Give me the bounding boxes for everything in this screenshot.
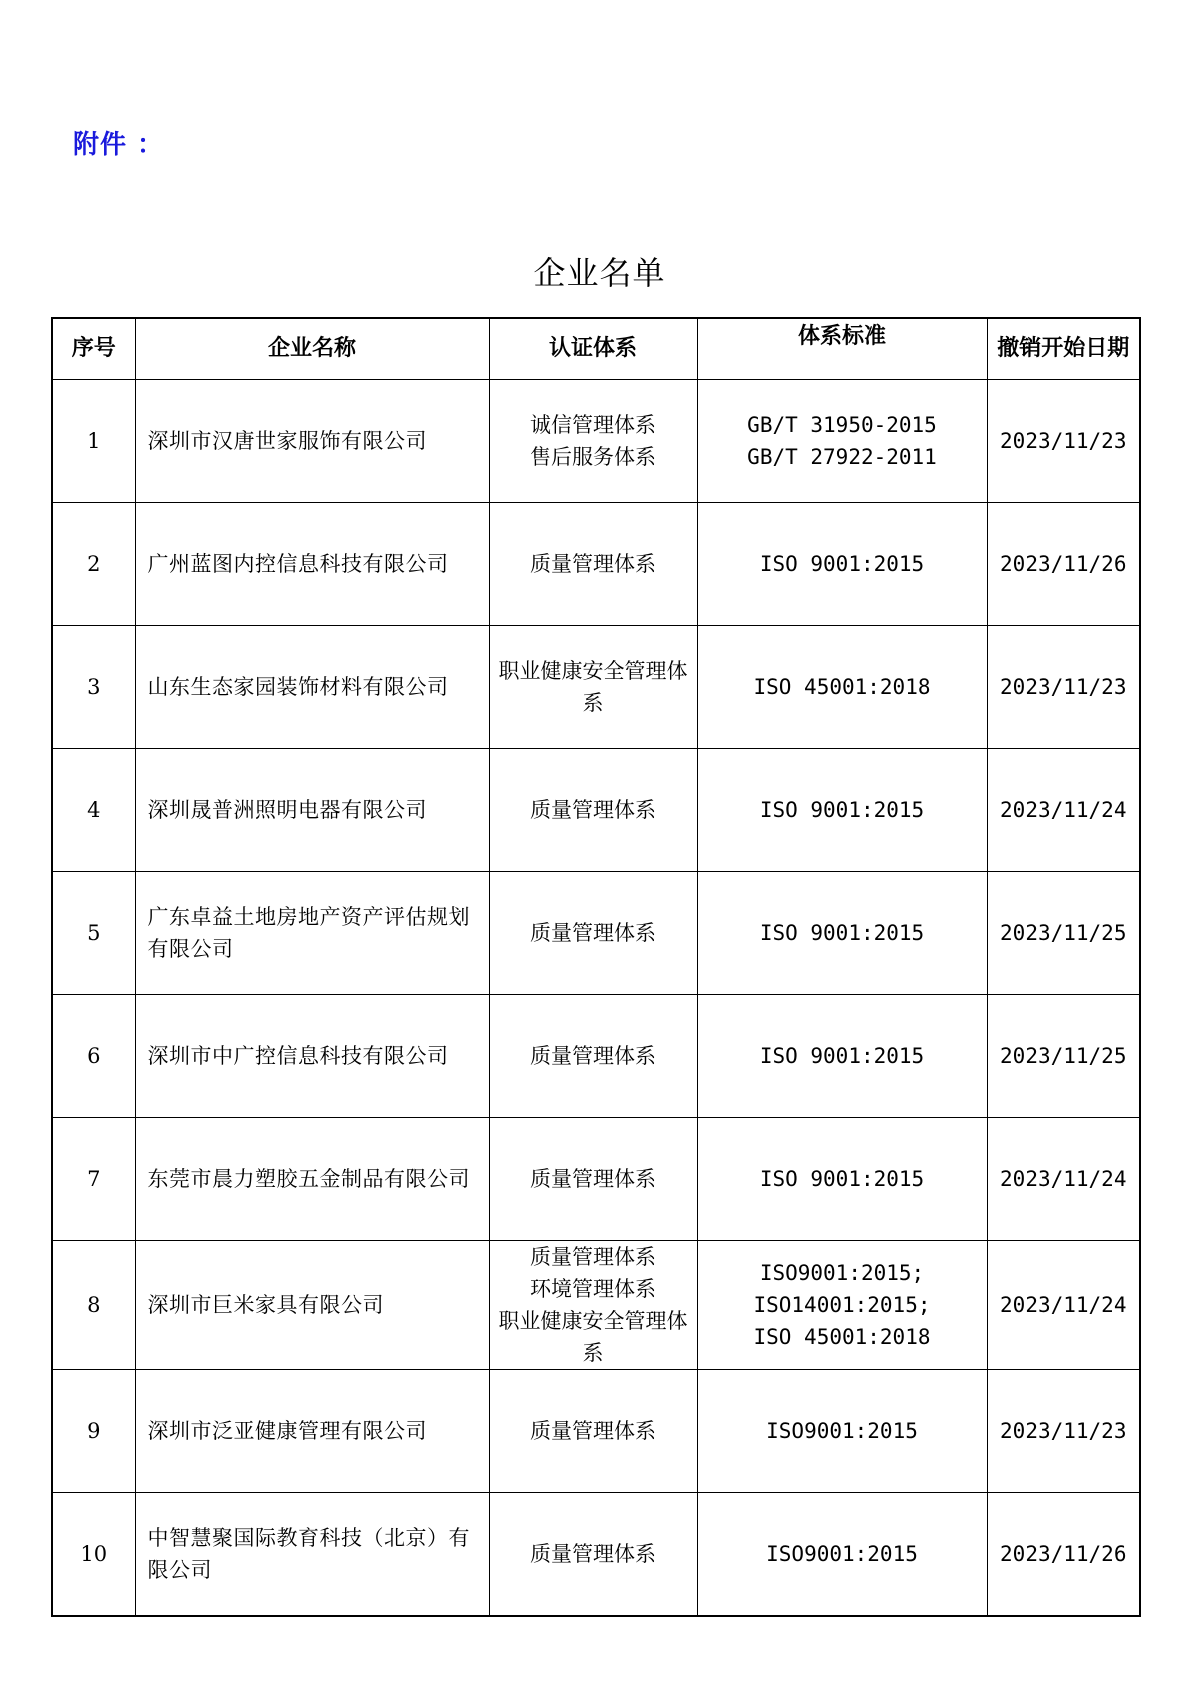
cert-system-cell <box>489 1118 697 1241</box>
cert-system: 质量管理体系 <box>530 921 656 945</box>
standard-cell <box>697 872 987 995</box>
company-name: 深圳市中广控信息科技有限公司 <box>135 995 489 1118</box>
cert-system-cell <box>489 626 697 749</box>
standard: ISO 9001:2015 <box>759 921 925 945</box>
standard: ISO 9001:2015 <box>759 1044 925 1068</box>
company-name: 东莞市晨力塑胶五金制品有限公司 <box>135 1118 489 1241</box>
row-number: 10 <box>52 1493 135 1617</box>
cert-system-cell <box>489 1241 697 1370</box>
row-number: 4 <box>52 749 135 872</box>
revoke-date: 2023/11/23 <box>987 1370 1140 1493</box>
revoke-date: 2023/11/24 <box>987 1241 1140 1370</box>
standard: ISO 45001:2018 <box>753 1325 931 1349</box>
header-no: 序号 <box>52 318 135 380</box>
cert-system-cell <box>489 380 697 503</box>
cert-system-cell <box>489 749 697 872</box>
table-row <box>52 995 1140 1118</box>
header-company-name: 企业名称 <box>135 318 489 380</box>
row-number: 3 <box>52 626 135 749</box>
table-row <box>52 872 1140 995</box>
standard: ISO 45001:2018 <box>753 675 931 699</box>
cert-system: 质量管理体系 <box>530 798 656 822</box>
cert-system-cell <box>489 1493 697 1617</box>
cert-system: 质量管理体系 <box>530 1044 656 1068</box>
attachment-label: 附件 ： <box>73 130 165 160</box>
standard-cell <box>697 1493 987 1617</box>
cert-system: 环境管理体系 <box>530 1277 656 1301</box>
table-row <box>52 1118 1140 1241</box>
revoke-date: 2023/11/26 <box>987 1493 1140 1617</box>
company-name: 山东生态家园装饰材料有限公司 <box>135 626 489 749</box>
cert-system-cell <box>489 995 697 1118</box>
cert-system: 诚信管理体系 <box>530 413 656 437</box>
company-name: 深圳市汉唐世家服饰有限公司 <box>135 380 489 503</box>
cert-system-cell <box>489 872 697 995</box>
standard: ISO14001:2015; <box>753 1293 931 1317</box>
revoke-date: 2023/11/24 <box>987 749 1140 872</box>
table-header-row <box>52 318 1140 380</box>
cert-system: 质量管理体系 <box>530 1167 656 1191</box>
cert-system: 职业健康安全管理体系 <box>498 659 688 715</box>
company-name: 深圳晟普洲照明电器有限公司 <box>135 749 489 872</box>
table-row <box>52 749 1140 872</box>
row-number: 2 <box>52 503 135 626</box>
standard-cell <box>697 1118 987 1241</box>
company-name: 广东卓益土地房地产资产评估规划有限公司 <box>135 872 489 995</box>
table-row <box>52 1493 1140 1617</box>
standard-cell <box>697 626 987 749</box>
company-name: 深圳市巨米家具有限公司 <box>135 1241 489 1370</box>
header-cert-system: 认证体系 <box>489 318 697 380</box>
cert-system-cell <box>489 1370 697 1493</box>
standard: GB/T 31950-2015 <box>747 413 937 437</box>
revoke-date: 2023/11/23 <box>987 626 1140 749</box>
row-number: 1 <box>52 380 135 503</box>
header-revoke-date: 撤销开始日期 <box>987 318 1140 380</box>
table-row <box>52 626 1140 749</box>
standard: ISO 9001:2015 <box>759 798 925 822</box>
table-row <box>52 380 1140 503</box>
standard: ISO 9001:2015 <box>759 1167 925 1191</box>
company-name: 广州蓝图内控信息科技有限公司 <box>135 503 489 626</box>
revoke-date: 2023/11/25 <box>987 872 1140 995</box>
page-title: 企业名单 <box>533 254 666 292</box>
cert-system: 售后服务体系 <box>530 445 656 469</box>
standard: ISO9001:2015 <box>766 1542 918 1566</box>
table-body <box>52 380 1140 1617</box>
row-number: 5 <box>52 872 135 995</box>
standard-cell <box>697 1370 987 1493</box>
cert-system: 质量管理体系 <box>530 552 656 576</box>
revoke-date: 2023/11/26 <box>987 503 1140 626</box>
standard-cell <box>697 749 987 872</box>
revoke-date: 2023/11/24 <box>987 1118 1140 1241</box>
cert-system: 职业健康安全管理体系 <box>498 1309 688 1365</box>
standard-cell <box>697 1241 987 1370</box>
cert-system: 质量管理体系 <box>530 1542 656 1566</box>
table-row <box>52 1241 1140 1370</box>
company-name: 深圳市泛亚健康管理有限公司 <box>135 1370 489 1493</box>
cert-system-cell <box>489 503 697 626</box>
standard-cell <box>697 380 987 503</box>
standard: ISO9001:2015; <box>759 1261 925 1285</box>
standard: ISO 9001:2015 <box>759 552 925 576</box>
standard: ISO9001:2015 <box>766 1419 918 1443</box>
standard-cell <box>697 995 987 1118</box>
company-table <box>51 317 1141 1617</box>
table-row <box>52 503 1140 626</box>
row-number: 9 <box>52 1370 135 1493</box>
cert-system: 质量管理体系 <box>530 1245 656 1269</box>
row-number: 8 <box>52 1241 135 1370</box>
standard: GB/T 27922-2011 <box>747 445 937 469</box>
header-standard: 体系标准 <box>697 318 987 380</box>
company-name: 中智慧聚国际教育科技（北京）有限公司 <box>135 1493 489 1617</box>
revoke-date: 2023/11/23 <box>987 380 1140 503</box>
cert-system: 质量管理体系 <box>530 1419 656 1443</box>
table-row <box>52 1370 1140 1493</box>
row-number: 7 <box>52 1118 135 1241</box>
revoke-date: 2023/11/25 <box>987 995 1140 1118</box>
standard-cell <box>697 503 987 626</box>
row-number: 6 <box>52 995 135 1118</box>
